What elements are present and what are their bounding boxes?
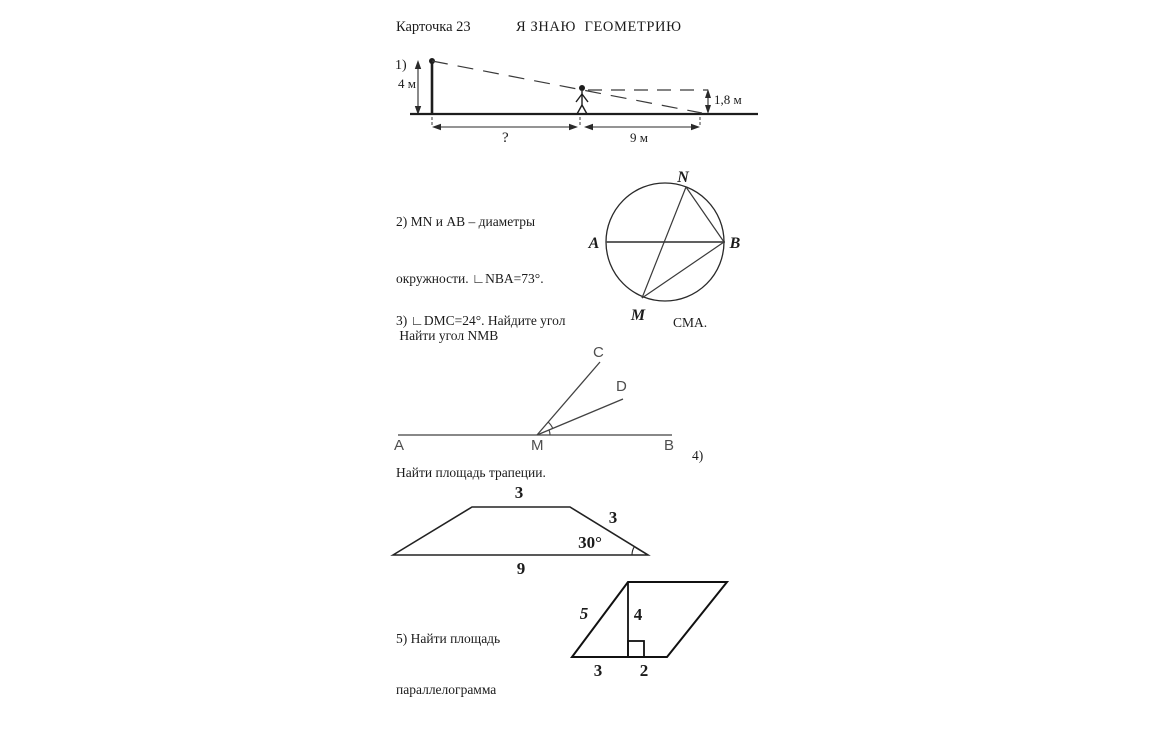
person-head xyxy=(579,85,585,91)
person-arm-left xyxy=(576,94,582,102)
sight-ray-dashed xyxy=(432,61,702,113)
right-side-label: 3 xyxy=(608,508,618,527)
ray-MC xyxy=(537,362,600,435)
card-number: Карточка 23 xyxy=(396,19,471,35)
side-label: 5 xyxy=(579,604,589,623)
problem2-circle-diagram xyxy=(580,162,760,327)
problem2-line1: 2) MN и AB – диаметры xyxy=(396,214,536,229)
base-left-label: 3 xyxy=(593,661,603,680)
arrowhead-down-icon xyxy=(705,105,711,114)
unknown-distance-label: ? xyxy=(502,130,509,146)
base-right-label: 2 xyxy=(639,661,649,680)
point-N-label: N xyxy=(677,169,689,186)
known-distance-label: 9 м xyxy=(630,130,648,145)
parallelogram-outline xyxy=(572,582,727,657)
chord-NB xyxy=(686,187,724,242)
problem5-line1: 5) Найти площадь xyxy=(396,631,501,646)
problem5-text xyxy=(396,596,500,732)
ray-MD xyxy=(537,399,623,435)
problem1-number: 1) xyxy=(395,58,407,73)
page-title: Я ЗНАЮ ГЕОМЕТРИЮ xyxy=(516,19,682,35)
arrowhead-right-icon xyxy=(691,124,700,130)
bottom-side-label: 9 xyxy=(516,559,526,578)
point-B-label: B xyxy=(729,235,741,252)
arrowhead-left-icon xyxy=(432,124,441,130)
angle-label: 30° xyxy=(578,533,602,552)
right-angle-mark xyxy=(628,641,644,657)
problem5-parallelogram-diagram xyxy=(550,567,760,687)
point-D-label: D xyxy=(616,378,627,395)
person-leg-left xyxy=(577,105,582,114)
problem3-statement-end: СМА. xyxy=(673,315,708,330)
height-label: 4 xyxy=(633,605,643,624)
point-C-label: C xyxy=(593,344,604,361)
point-A-label: A xyxy=(394,437,405,454)
problem2-line3: Найти угол NMB xyxy=(396,328,499,343)
arrowhead-up-icon xyxy=(415,60,421,69)
top-side-label: 3 xyxy=(514,483,524,502)
person-arm-right xyxy=(582,94,588,102)
problem4-statement: Найти площадь трапеции. xyxy=(396,465,546,480)
person-height-label: 1,8 м xyxy=(714,92,742,107)
person-leg-right xyxy=(582,105,587,114)
person-figure xyxy=(576,85,588,114)
angle-arc-CMD xyxy=(548,422,553,428)
angle-arc-DMB xyxy=(549,430,550,435)
point-M-label: M xyxy=(531,437,544,454)
arrowhead-left-icon xyxy=(584,124,593,130)
point-A-label: A xyxy=(588,235,600,252)
problem5-line2: параллелограмма xyxy=(396,682,497,697)
problem4-trapezoid-diagram xyxy=(390,485,675,580)
point-B-label: B xyxy=(664,437,675,454)
pole-height-label: 4 м xyxy=(398,76,416,91)
chord-MB xyxy=(642,242,724,298)
problem2-line2: окружности. ∟NBA=73°. xyxy=(396,271,544,286)
problem3-statement: 3) ∟DMC=24°. Найдите угол xyxy=(396,313,566,328)
problem1-diagram xyxy=(390,48,770,150)
angle-arc-30 xyxy=(632,547,634,555)
point-M-label: М xyxy=(630,307,646,324)
problem4-number: 4) xyxy=(692,448,704,463)
problem3-diagram xyxy=(390,342,690,456)
arrowhead-right-icon xyxy=(569,124,578,130)
